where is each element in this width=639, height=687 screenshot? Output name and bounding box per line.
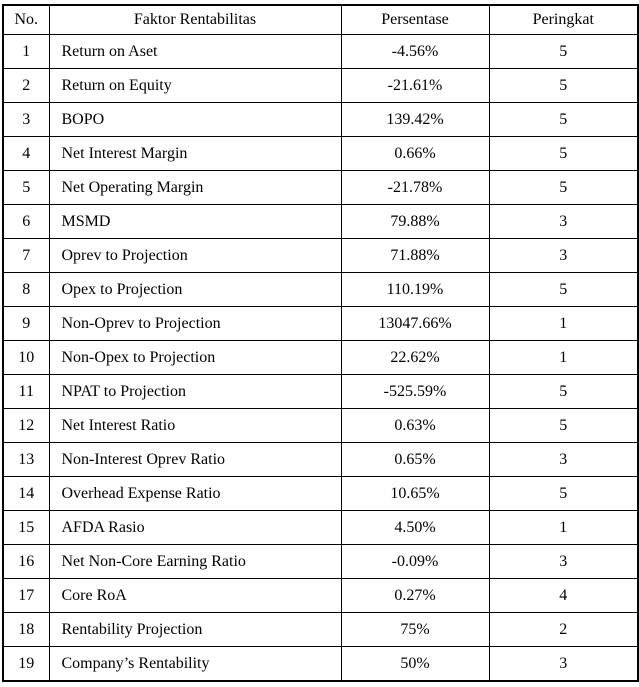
- cell-no: 6: [3, 205, 49, 239]
- table-row: [3, 511, 638, 545]
- cell-factor: Return on Aset: [49, 35, 341, 69]
- column-header-peringkat: Peringkat: [489, 5, 638, 35]
- cell-rank: 3: [489, 205, 638, 239]
- cell-percentage: -21.61%: [341, 69, 489, 103]
- cell-rank: 3: [489, 443, 638, 477]
- table-row: [3, 341, 638, 375]
- cell-no: 10: [3, 341, 49, 375]
- cell-no: 1: [3, 35, 49, 69]
- cell-rank: 1: [489, 307, 638, 341]
- cell-factor: Non-Interest Oprev Ratio: [49, 443, 341, 477]
- table-row: [3, 171, 638, 205]
- table-row: [3, 375, 638, 409]
- cell-factor: Oprev to Projection: [49, 239, 341, 273]
- column-header-no: No.: [3, 5, 49, 35]
- cell-percentage: 10.65%: [341, 477, 489, 511]
- rentability-table: [2, 4, 639, 682]
- cell-factor: Non-Oprev to Projection: [49, 307, 341, 341]
- cell-factor: BOPO: [49, 103, 341, 137]
- cell-percentage: 71.88%: [341, 239, 489, 273]
- cell-no: 3: [3, 103, 49, 137]
- cell-no: 13: [3, 443, 49, 477]
- cell-factor: Net Interest Ratio: [49, 409, 341, 443]
- cell-rank: 3: [489, 647, 638, 682]
- cell-percentage: 50%: [341, 647, 489, 682]
- table-row: [3, 239, 638, 273]
- table-row: [3, 647, 638, 682]
- cell-no: 4: [3, 137, 49, 171]
- cell-factor: Non-Opex to Projection: [49, 341, 341, 375]
- table-row: [3, 273, 638, 307]
- cell-percentage: 0.27%: [341, 579, 489, 613]
- cell-factor: Net Operating Margin: [49, 171, 341, 205]
- cell-no: 8: [3, 273, 49, 307]
- cell-rank: 2: [489, 613, 638, 647]
- cell-rank: 5: [489, 375, 638, 409]
- cell-rank: 5: [489, 137, 638, 171]
- cell-factor: Net Interest Margin: [49, 137, 341, 171]
- cell-factor: Core RoA: [49, 579, 341, 613]
- cell-percentage: -0.09%: [341, 545, 489, 579]
- cell-no: 18: [3, 613, 49, 647]
- cell-no: 11: [3, 375, 49, 409]
- cell-rank: 1: [489, 341, 638, 375]
- column-header-persentase: Persentase: [341, 5, 489, 35]
- table-row: [3, 443, 638, 477]
- cell-percentage: 75%: [341, 613, 489, 647]
- cell-factor: AFDA Rasio: [49, 511, 341, 545]
- table-row: [3, 477, 638, 511]
- cell-factor: NPAT to Projection: [49, 375, 341, 409]
- cell-rank: 1: [489, 511, 638, 545]
- cell-no: 7: [3, 239, 49, 273]
- cell-factor: Rentability Projection: [49, 613, 341, 647]
- cell-percentage: 22.62%: [341, 341, 489, 375]
- cell-no: 12: [3, 409, 49, 443]
- cell-no: 19: [3, 647, 49, 682]
- cell-no: 2: [3, 69, 49, 103]
- table-row: [3, 137, 638, 171]
- cell-no: 9: [3, 307, 49, 341]
- cell-rank: 5: [489, 171, 638, 205]
- table-body: [3, 35, 638, 682]
- cell-rank: 5: [489, 273, 638, 307]
- cell-percentage: 139.42%: [341, 103, 489, 137]
- cell-no: 16: [3, 545, 49, 579]
- table-row: [3, 307, 638, 341]
- cell-rank: 3: [489, 239, 638, 273]
- cell-rank: 5: [489, 35, 638, 69]
- cell-percentage: 0.63%: [341, 409, 489, 443]
- table-row: [3, 35, 638, 69]
- table-row: [3, 579, 638, 613]
- cell-rank: 5: [489, 103, 638, 137]
- cell-rank: 5: [489, 477, 638, 511]
- cell-percentage: 0.65%: [341, 443, 489, 477]
- cell-factor: Return on Equity: [49, 69, 341, 103]
- cell-factor: MSMD: [49, 205, 341, 239]
- cell-factor: Overhead Expense Ratio: [49, 477, 341, 511]
- cell-no: 5: [3, 171, 49, 205]
- cell-factor: Company’s Rentability: [49, 647, 341, 682]
- cell-percentage: -525.59%: [341, 375, 489, 409]
- cell-percentage: 79.88%: [341, 205, 489, 239]
- cell-percentage: 0.66%: [341, 137, 489, 171]
- cell-rank: 5: [489, 69, 638, 103]
- cell-factor: Net Non-Core Earning Ratio: [49, 545, 341, 579]
- cell-no: 17: [3, 579, 49, 613]
- table-row: [3, 409, 638, 443]
- cell-rank: 5: [489, 409, 638, 443]
- table-row: [3, 613, 638, 647]
- cell-rank: 4: [489, 579, 638, 613]
- header-row: [3, 5, 638, 35]
- cell-no: 15: [3, 511, 49, 545]
- table-row: [3, 545, 638, 579]
- column-header-faktor-rentabilitas: Faktor Rentabilitas: [49, 5, 341, 35]
- cell-percentage: -4.56%: [341, 35, 489, 69]
- cell-percentage: 13047.66%: [341, 307, 489, 341]
- table-row: [3, 205, 638, 239]
- cell-percentage: 110.19%: [341, 273, 489, 307]
- cell-rank: 3: [489, 545, 638, 579]
- cell-percentage: -21.78%: [341, 171, 489, 205]
- cell-percentage: 4.50%: [341, 511, 489, 545]
- table-row: [3, 103, 638, 137]
- table-row: [3, 69, 638, 103]
- cell-no: 14: [3, 477, 49, 511]
- cell-factor: Opex to Projection: [49, 273, 341, 307]
